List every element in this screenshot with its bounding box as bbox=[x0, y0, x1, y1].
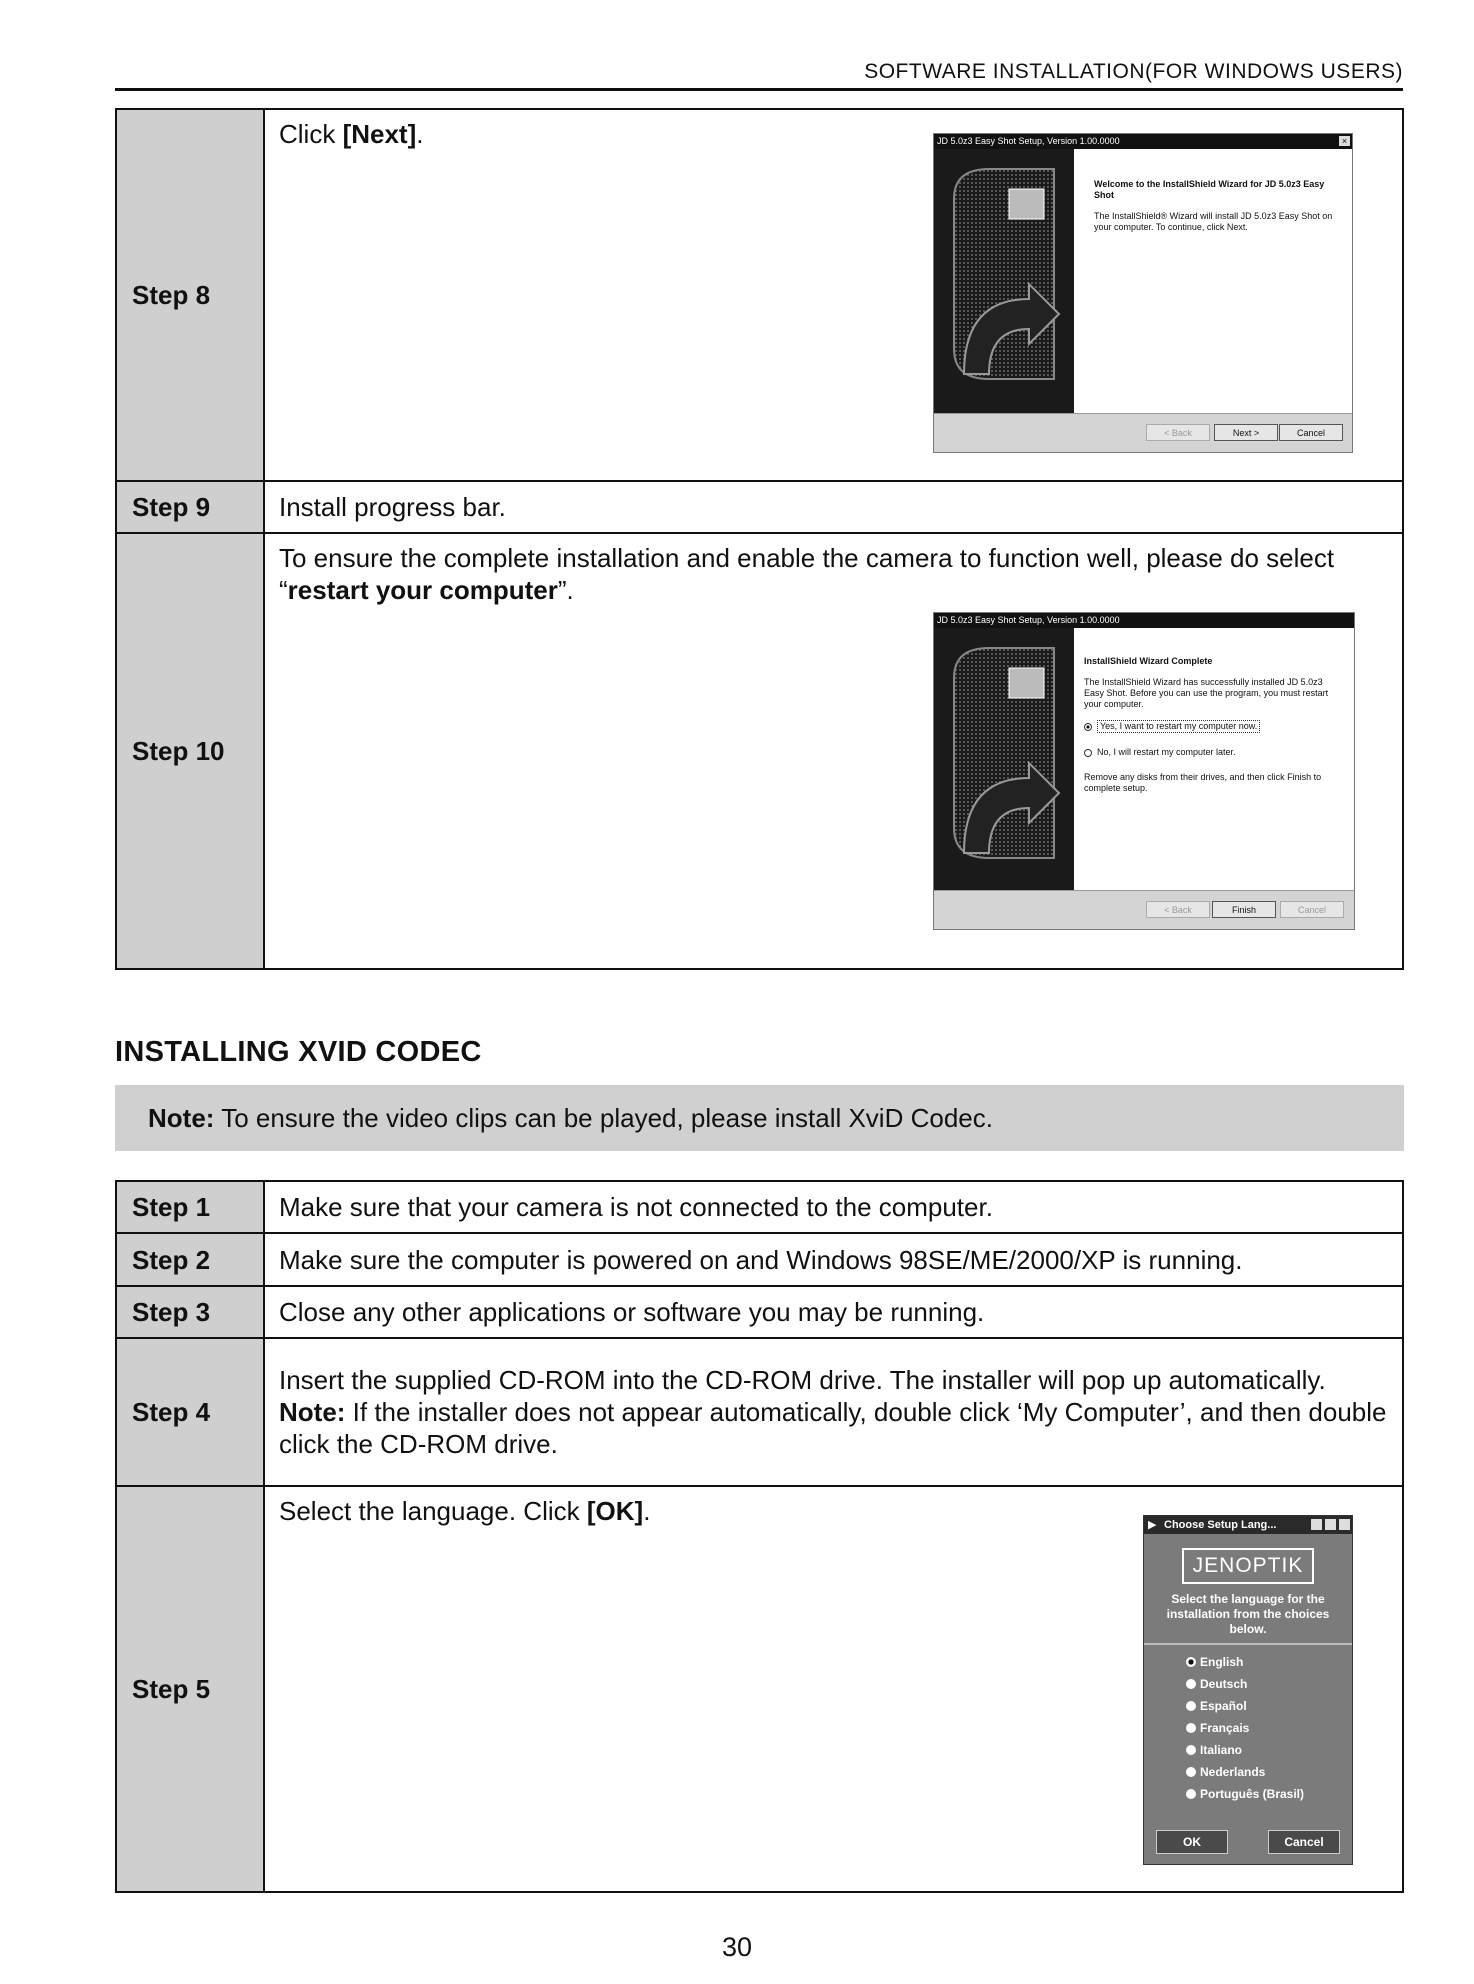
computer-arrow-icon bbox=[934, 628, 1074, 893]
cancel-button[interactable]: Cancel bbox=[1280, 901, 1344, 918]
wizard-body: The InstallShield Wizard has successfully installed JD 5.0z3 Easy Shot. Before you can use the program, you must restart your computer. bbox=[1084, 677, 1329, 709]
step-description bbox=[264, 533, 1403, 969]
header-rule bbox=[115, 88, 1403, 91]
note-label: Note: bbox=[279, 1397, 346, 1427]
back-button[interactable]: < Back bbox=[1146, 901, 1210, 918]
window-title: JD 5.0z3 Easy Shot Setup, Version 1.00.0000 bbox=[937, 136, 1120, 146]
radio-icon[interactable] bbox=[1186, 1745, 1196, 1755]
dialog-button-bar bbox=[1156, 1830, 1340, 1854]
restart-now-option[interactable] bbox=[1084, 720, 1340, 733]
radio-icon[interactable] bbox=[1186, 1789, 1196, 1799]
radio-icon[interactable] bbox=[1186, 1701, 1196, 1711]
step-description: Close any other applications or software you may be running. bbox=[264, 1286, 1403, 1338]
section-title: INSTALLING XVID CODEC bbox=[115, 1036, 482, 1068]
step-text: Click bbox=[279, 119, 343, 149]
step-text: To ensure the complete installation and enable the camera to function well, please do select “ bbox=[279, 543, 1335, 605]
window-titlebar bbox=[934, 134, 1352, 149]
note-label: Note: bbox=[148, 1103, 215, 1133]
page-header: SOFTWARE INSTALLATION(FOR WINDOWS USERS) bbox=[864, 60, 1403, 83]
minimize-icon[interactable] bbox=[1311, 1519, 1322, 1530]
table-row bbox=[116, 1338, 1403, 1486]
dialog-titlebar bbox=[1144, 1516, 1352, 1534]
language-label: Deutsch bbox=[1200, 1677, 1248, 1691]
option-label: No, I will restart my computer later. bbox=[1097, 747, 1236, 757]
table-row bbox=[116, 1486, 1403, 1892]
step-label: Step 3 bbox=[116, 1286, 264, 1338]
installation-steps-table bbox=[115, 108, 1404, 970]
table-row bbox=[116, 533, 1403, 969]
radio-icon[interactable] bbox=[1186, 1767, 1196, 1777]
ok-button[interactable]: OK bbox=[1156, 1830, 1228, 1854]
play-icon: ▶ bbox=[1148, 1519, 1157, 1531]
back-button[interactable]: < Back bbox=[1146, 424, 1210, 441]
next-keyword: [Next] bbox=[342, 119, 417, 149]
radio-selected-icon[interactable] bbox=[1084, 723, 1092, 731]
xvid-steps-table bbox=[115, 1180, 1404, 1893]
wizard-heading: InstallShield Wizard Complete bbox=[1084, 656, 1213, 666]
step-label: Step 4 bbox=[116, 1338, 264, 1486]
close-icon[interactable]: × bbox=[1339, 136, 1350, 146]
step-text-end: ”. bbox=[557, 575, 574, 605]
note-box bbox=[115, 1085, 1404, 1151]
window-title: JD 5.0z3 Easy Shot Setup, Version 1.00.0000 bbox=[937, 615, 1120, 625]
radio-icon[interactable] bbox=[1186, 1723, 1196, 1733]
step-note bbox=[279, 1396, 1388, 1460]
step-description bbox=[264, 1486, 1403, 1892]
step-description: Make sure the computer is powered on and Windows 98SE/ME/2000/XP is running. bbox=[264, 1233, 1403, 1286]
language-label: English bbox=[1200, 1655, 1244, 1669]
language-instruction: Select the language for the installation from the choices below. bbox=[1144, 1592, 1352, 1645]
step-label: Step 1 bbox=[116, 1181, 264, 1233]
step-description: Make sure that your camera is not connected to the computer. bbox=[264, 1181, 1403, 1233]
wizard-footer-text: Remove any disks from their drives, and then click Finish to complete setup. bbox=[1084, 772, 1322, 793]
language-dialog-screenshot bbox=[1143, 1515, 1353, 1865]
table-row bbox=[116, 109, 1403, 481]
step-label: Step 9 bbox=[116, 481, 264, 533]
page-number: 30 bbox=[721, 1932, 753, 1962]
step-description bbox=[264, 109, 1403, 481]
wizard-content bbox=[1074, 149, 1352, 415]
language-label: Italiano bbox=[1200, 1743, 1243, 1757]
maximize-icon[interactable] bbox=[1325, 1519, 1336, 1530]
wizard-heading: Welcome to the InstallShield Wizard for JD 5.0z3 Easy Shot bbox=[1094, 179, 1325, 200]
radio-icon[interactable] bbox=[1186, 1679, 1196, 1689]
jenoptik-logo: JENOPTIK bbox=[1182, 1548, 1314, 1584]
note-text: To ensure the video clips can be played, please install XviD Codec. bbox=[214, 1103, 993, 1133]
finish-button[interactable]: Finish bbox=[1212, 901, 1276, 918]
step-text: Insert the supplied CD-ROM into the CD-ROM drive. The installer will pop up automatically. bbox=[279, 1365, 1326, 1395]
wizard-button-bar bbox=[934, 890, 1354, 929]
radio-selected-icon[interactable] bbox=[1186, 1657, 1196, 1667]
welcome-wizard-screenshot bbox=[933, 133, 1353, 453]
step-description bbox=[264, 1338, 1403, 1486]
language-label: Español bbox=[1200, 1699, 1247, 1713]
table-row bbox=[116, 1233, 1403, 1286]
language-label: Français bbox=[1200, 1721, 1250, 1735]
restart-keyword: restart your computer bbox=[287, 575, 558, 605]
installshield-graphic bbox=[934, 149, 1074, 415]
computer-arrow-icon bbox=[934, 149, 1074, 415]
step-label: Step 8 bbox=[116, 109, 264, 481]
dialog-title: Choose Setup Lang... bbox=[1164, 1519, 1277, 1531]
step-label: Step 2 bbox=[116, 1233, 264, 1286]
cancel-button[interactable]: Cancel bbox=[1279, 424, 1343, 441]
step-text-end: . bbox=[643, 1496, 651, 1526]
wizard-complete-screenshot bbox=[933, 612, 1355, 930]
step-label: Step 10 bbox=[116, 533, 264, 969]
language-label: Nederlands bbox=[1200, 1765, 1266, 1779]
table-row bbox=[116, 1286, 1403, 1338]
close-icon[interactable] bbox=[1339, 1519, 1350, 1530]
restart-later-option[interactable] bbox=[1084, 747, 1340, 758]
installshield-graphic bbox=[934, 628, 1074, 893]
cancel-button[interactable]: Cancel bbox=[1268, 1830, 1340, 1854]
option-label: Yes, I want to restart my computer now. bbox=[1097, 720, 1260, 733]
language-list bbox=[1144, 1645, 1352, 1805]
table-row bbox=[116, 1181, 1403, 1233]
next-button[interactable]: Next > bbox=[1214, 424, 1278, 441]
wizard-body: The InstallShield® Wizard will install JD 5.0z3 Easy Shot on your computer. To continue, click Next. bbox=[1094, 211, 1333, 232]
step-text: Select the language. Click bbox=[279, 1496, 587, 1526]
radio-icon[interactable] bbox=[1084, 749, 1092, 757]
step-label: Step 5 bbox=[116, 1486, 264, 1892]
wizard-content bbox=[1074, 628, 1354, 893]
note-text: If the installer does not appear automatically, double click ‘My Computer’, and then double click the CD-ROM drive. bbox=[279, 1397, 1387, 1459]
ok-keyword: [OK] bbox=[586, 1496, 644, 1526]
language-option[interactable] bbox=[1186, 1783, 1352, 1805]
table-row bbox=[116, 481, 1403, 533]
step-description: Install progress bar. bbox=[264, 481, 1403, 533]
language-label: Português (Brasil) bbox=[1200, 1787, 1305, 1801]
step-text-end: . bbox=[416, 119, 424, 149]
window-titlebar bbox=[934, 613, 1354, 628]
wizard-button-bar bbox=[934, 413, 1352, 452]
